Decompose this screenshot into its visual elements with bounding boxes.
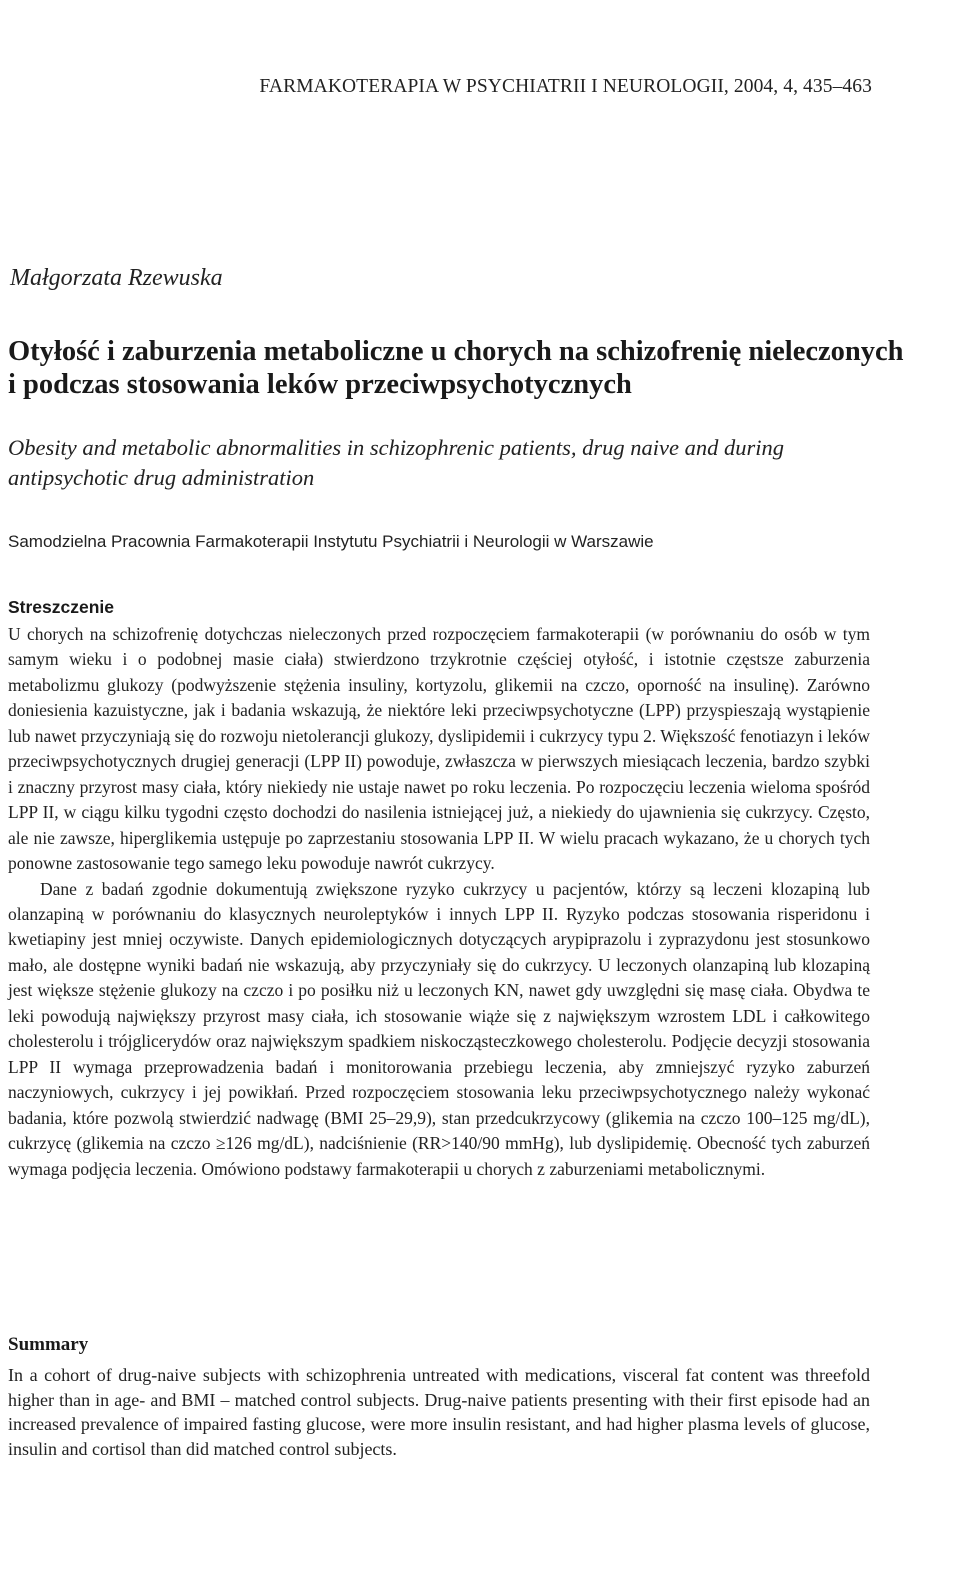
author-affiliation: Samodzielna Pracownia Farmakoterapii Instytutu Psychiatrii i Neurologii w Warszawie [8,532,654,551]
article-title-english: Obesity and metabolic abnormalities in schizophrenic patients, drug naive and during antipsychotic drug administration [8,435,784,490]
streszczenie-paragraph-1: U chorych na schizofrenię dotychczas nieleczonych przed rozpoczęciem farmakoterapii (w porównaniu do osób w tym samym wieku i o podobnej masie ciała) stwierdzono trzykrotnie częściej otyłość, i istotnie częstsze zaburzenia metabolizmu glukozy (podwyższenie stężenia insuliny, kortyzolu, glikemii na czczo, oporność na insulinę). Zarówno doniesienia kazuistyczne, jak i badania wskazują, że niektóre leki przeciwpsychotyczne (LPP) przyspieszają wystąpienie lub nawet przyczyniają się do rozwoju nietolerancji glukozy, dyslipidemii i cukrzycy typu 2. Większość fenotiazyn i leków przeciwpsychotycznych drugiej generacji (LPP II) powoduje, zwłaszcza w pierwszych miesiącach leczenia, bardzo szybki i znaczny przyrost masy ciała, który niekiedy nie ustaje nawet po roku leczenia. Po rozpoczęciu leczenia wieloma spośród LPP II, w ciągu kilku tygodni często dochodzi do nasilenia istniejącej już, a niekiedy do ujawnienia się cukrzycy. Często, ale nie zawsze, hiperglikemia ustępuje po zaprzestaniu stosowania LPP II. W wielu pracach wykazano, że u chorych tych ponowne zastosowanie tego samego leku powoduje nawrót cukrzycy. [8,624,870,874]
streszczenie-heading: Streszczenie [8,597,115,617]
streszczenie-body [8,622,870,1182]
summary-heading: Summary [8,1334,89,1355]
summary-body [8,1363,870,1461]
article-title-polish: Otyłość i zaburzenia metaboliczne u chorych na schizofrenię nieleczonych i podczas stosowania leków przeciwpsychotycznych [8,336,904,400]
summary-paragraph-1: In a cohort of drug-naive subjects with schizophrenia untreated with medications, visceral fat content was threefold higher than in age- and BMI – matched control subjects. Drug-naive patients presenting with their first episode had an increased prevalence of impaired fasting glucose, were more insulin resistant, and had higher plasma levels of glucose, insulin and cortisol than did matched control subjects. [8,1365,870,1459]
author-name: Małgorzata Rzewuska [10,265,223,291]
streszczenie-paragraph-2: Dane z badań zgodnie dokumentują zwiększone ryzyko cukrzycy u pacjentów, którzy są leczeni klozapiną lub olanzapiną w porównaniu do klasycznych neuroleptyków i innych LPP II. Ryzyko podczas stosowania risperidonu i kwetiapiny jest mniej oczywiste. Danych epidemiologicznych dotyczących arypiprazolu i zyprazydonu jest stosunkowo mało, ale dostępne wyniki badań nie wskazują, aby przyczyniały się do cukrzycy. U leczonych olanzapiną lub klozapiną jest większe stężenie glukozy na czczo i po posiłku niż u leczonych KN, nawet gdy uwzględni się masę ciała. Obydwa te leki powodują największy przyrost masy ciała, ich stosowanie wiąże się z największym wzrostem LDL i całkowitego cholesterolu i trójglicerydów oraz największym spadkiem niskocząsteczkowego cholesterolu. Podjęcie decyzji stosowania LPP II wymaga przeprowadzenia badań i monitorowania przebiegu leczenia, aby zmniejszyć ryzyko zaburzeń naczyniowych, cukrzycy i jej powikłań. Przed rozpoczęciem stosowania leku przeciwpsychotycznego należy wykonać badania, które pozwolą stwierdzić nadwagę (BMI 25–29,9), stan przedcukrzycowy (glikemia na czczo 100–125 mg/dL), cukrzycę (glikemia na czczo ≥126 mg/dL), nadciśnienie (RR>140/90 mmHg), lub dyslipidemię. Obecność tych zaburzeń wymaga podjęcia leczenia. Omówiono podstawy farmakoterapii u chorych z zaburzeniami metabolicznymi. [8,878,870,1179]
journal-running-head: FARMAKOTERAPIA W PSYCHIATRII I NEUROLOGII, 2004, 4, 435–463 [259,76,872,97]
